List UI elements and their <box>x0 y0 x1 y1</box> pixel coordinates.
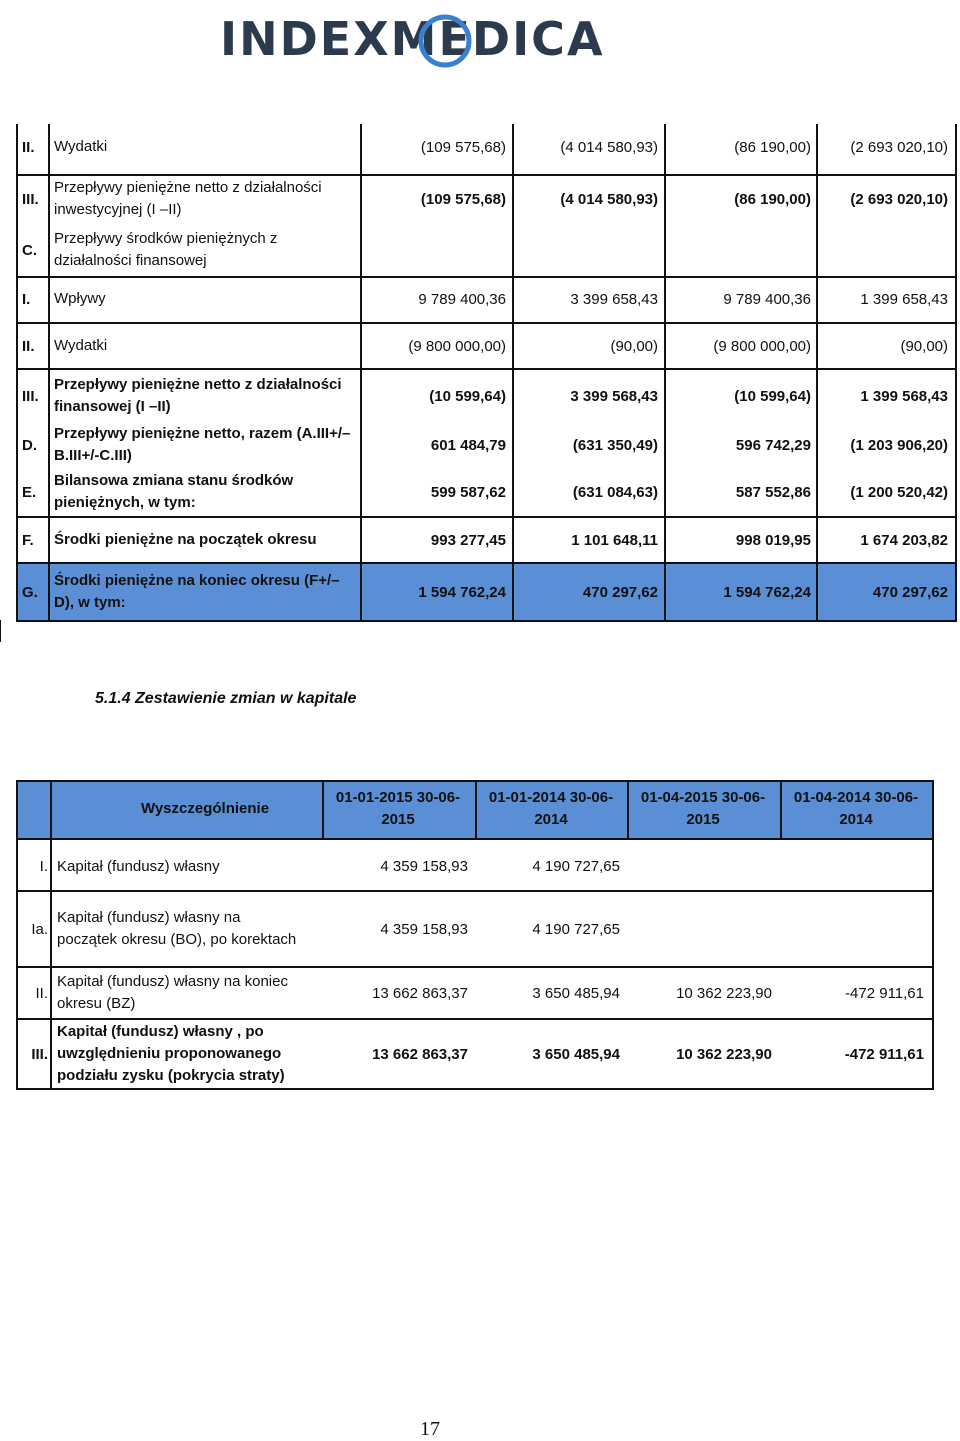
row-label: Wpływy <box>54 290 106 307</box>
column-header: 01-01-2015 30-06-2015 <box>335 789 461 828</box>
row-label: Wydatki <box>54 337 108 354</box>
value-cell: 3 399 658,43 <box>570 290 658 308</box>
value-cell: (90,00) <box>900 337 948 355</box>
row-number: C. <box>22 241 37 259</box>
margin-mark <box>0 620 1 642</box>
value-cell: (1 203 906,20) <box>850 436 948 454</box>
value-cell: 1 594 762,24 <box>418 583 506 601</box>
row-number: I. <box>22 290 31 308</box>
value-cell: (4 014 580,93) <box>560 190 658 208</box>
value-cell: -472 911,61 <box>845 984 924 1002</box>
row-number: III. <box>22 190 39 208</box>
value-cell <box>630 892 772 966</box>
value-cell: 4 190 727,65 <box>532 920 620 938</box>
row-label: Wydatki <box>54 138 108 155</box>
value-cell: -472 911,61 <box>844 1045 924 1063</box>
row-label: Kapitał (fundusz) własny na koniec okresu (BZ) <box>57 973 288 1012</box>
value-cell: 1 101 648,11 <box>571 531 658 549</box>
value-cell: (86 190,00) <box>734 138 811 156</box>
row-number: II. <box>35 984 48 1002</box>
row-number: D. <box>22 436 37 454</box>
row-label: Kapitał (fundusz) własny , po uwzględnieniu proponowanego podziału zysku (pokrycia straty) <box>57 1023 285 1084</box>
value-cell: 9 789 400,36 <box>723 290 811 308</box>
logo-text: INDEXMEDICA <box>220 12 605 66</box>
value-cell: 993 277,45 <box>430 531 506 549</box>
row-number: II. <box>22 337 35 355</box>
row-label: Przepływy pieniężne netto, razem (A.III+/–B.III+/-C.III) <box>54 425 351 464</box>
row-number: E. <box>22 483 37 501</box>
row-label: Bilansowa zmiana stanu środków pieniężnych, w tym: <box>54 472 294 511</box>
row-label: Przepływy środków pieniężnych z działalności finansowej <box>54 230 278 269</box>
row-label: Kapitał (fundusz) własny na początek okresu (BO), po korektach <box>57 909 297 948</box>
row-label: Przepływy pieniężne netto z działalności inwestycyjnej (I –II) <box>54 179 322 218</box>
row-label: Środki pieniężne na koniec okresu (F+/–D), w tym: <box>54 572 340 611</box>
page-number: 17 <box>420 1418 440 1440</box>
value-cell: (4 014 580,93) <box>560 138 658 156</box>
company-logo <box>220 8 650 66</box>
value-cell: 13 662 863,37 <box>372 984 468 1002</box>
value-cell: 599 587,62 <box>430 483 506 501</box>
value-cell: 13 662 863,37 <box>372 1045 468 1063</box>
value-cell: (1 200 520,42) <box>850 483 948 501</box>
value-cell: (631 084,63) <box>572 483 658 501</box>
value-cell: 1 399 568,43 <box>860 387 948 405</box>
value-cell: (9 800 000,00) <box>408 337 506 355</box>
value-cell: 3 399 568,43 <box>570 387 658 405</box>
value-cell: (2 693 020,10) <box>850 138 948 156</box>
column-header: Wyszczególnienie <box>140 800 270 817</box>
value-cell: (109 575,68) <box>420 190 506 208</box>
row-number: III. <box>31 1045 48 1063</box>
value-cell: 10 362 223,90 <box>676 1045 772 1063</box>
value-cell <box>630 842 772 890</box>
row-number: III. <box>22 387 39 405</box>
row-label: Środki pieniężne na początek okresu <box>54 531 317 548</box>
value-cell: (9 800 000,00) <box>713 337 811 355</box>
row-number: G. <box>22 583 38 601</box>
section-title: 5.1.4 Zestawienie zmian w kapitale <box>95 690 357 707</box>
value-cell <box>782 842 924 890</box>
value-cell: 1 399 658,43 <box>860 290 948 308</box>
column-header: 01-04-2015 30-06-2015 <box>640 789 766 828</box>
row-number: Ia. <box>31 920 48 938</box>
value-cell: 470 297,62 <box>582 583 658 601</box>
row-number: II. <box>22 138 35 156</box>
value-cell: 4 359 158,93 <box>380 857 468 875</box>
logo-ring-icon <box>416 12 474 70</box>
value-cell: 10 362 223,90 <box>676 984 772 1002</box>
value-cell: (2 693 020,10) <box>850 190 948 208</box>
value-cell: (90,00) <box>610 337 658 355</box>
row-number: I. <box>39 857 48 875</box>
value-cell: 998 019,95 <box>735 531 811 549</box>
column-header: 01-01-2014 30-06-2014 <box>488 789 614 828</box>
value-cell: 9 789 400,36 <box>418 290 506 308</box>
value-cell: (10 599,64) <box>734 387 811 405</box>
value-cell: 470 297,62 <box>872 583 948 601</box>
value-cell <box>782 892 924 966</box>
row-label: Przepływy pieniężne netto z działalności finansowej (I –II) <box>54 376 342 415</box>
row-number: F. <box>22 531 34 549</box>
value-cell: 1 594 762,24 <box>723 583 811 601</box>
column-header: 01-04-2014 30-06-2014 <box>793 789 919 828</box>
value-cell: (631 350,49) <box>572 436 658 454</box>
value-cell: 4 359 158,93 <box>380 920 468 938</box>
value-cell: 3 650 485,94 <box>532 1045 620 1063</box>
value-cell: (109 575,68) <box>420 138 506 156</box>
value-cell: 601 484,79 <box>430 436 506 454</box>
value-cell: 1 674 203,82 <box>860 531 948 549</box>
value-cell: 3 650 485,94 <box>532 984 620 1002</box>
row-label: Kapitał (fundusz) własny <box>57 857 220 875</box>
value-cell: (86 190,00) <box>734 190 811 208</box>
value-cell: 587 552,86 <box>735 483 811 501</box>
value-cell: 596 742,29 <box>735 436 811 454</box>
value-cell: (10 599,64) <box>429 387 506 405</box>
value-cell: 4 190 727,65 <box>532 857 620 875</box>
